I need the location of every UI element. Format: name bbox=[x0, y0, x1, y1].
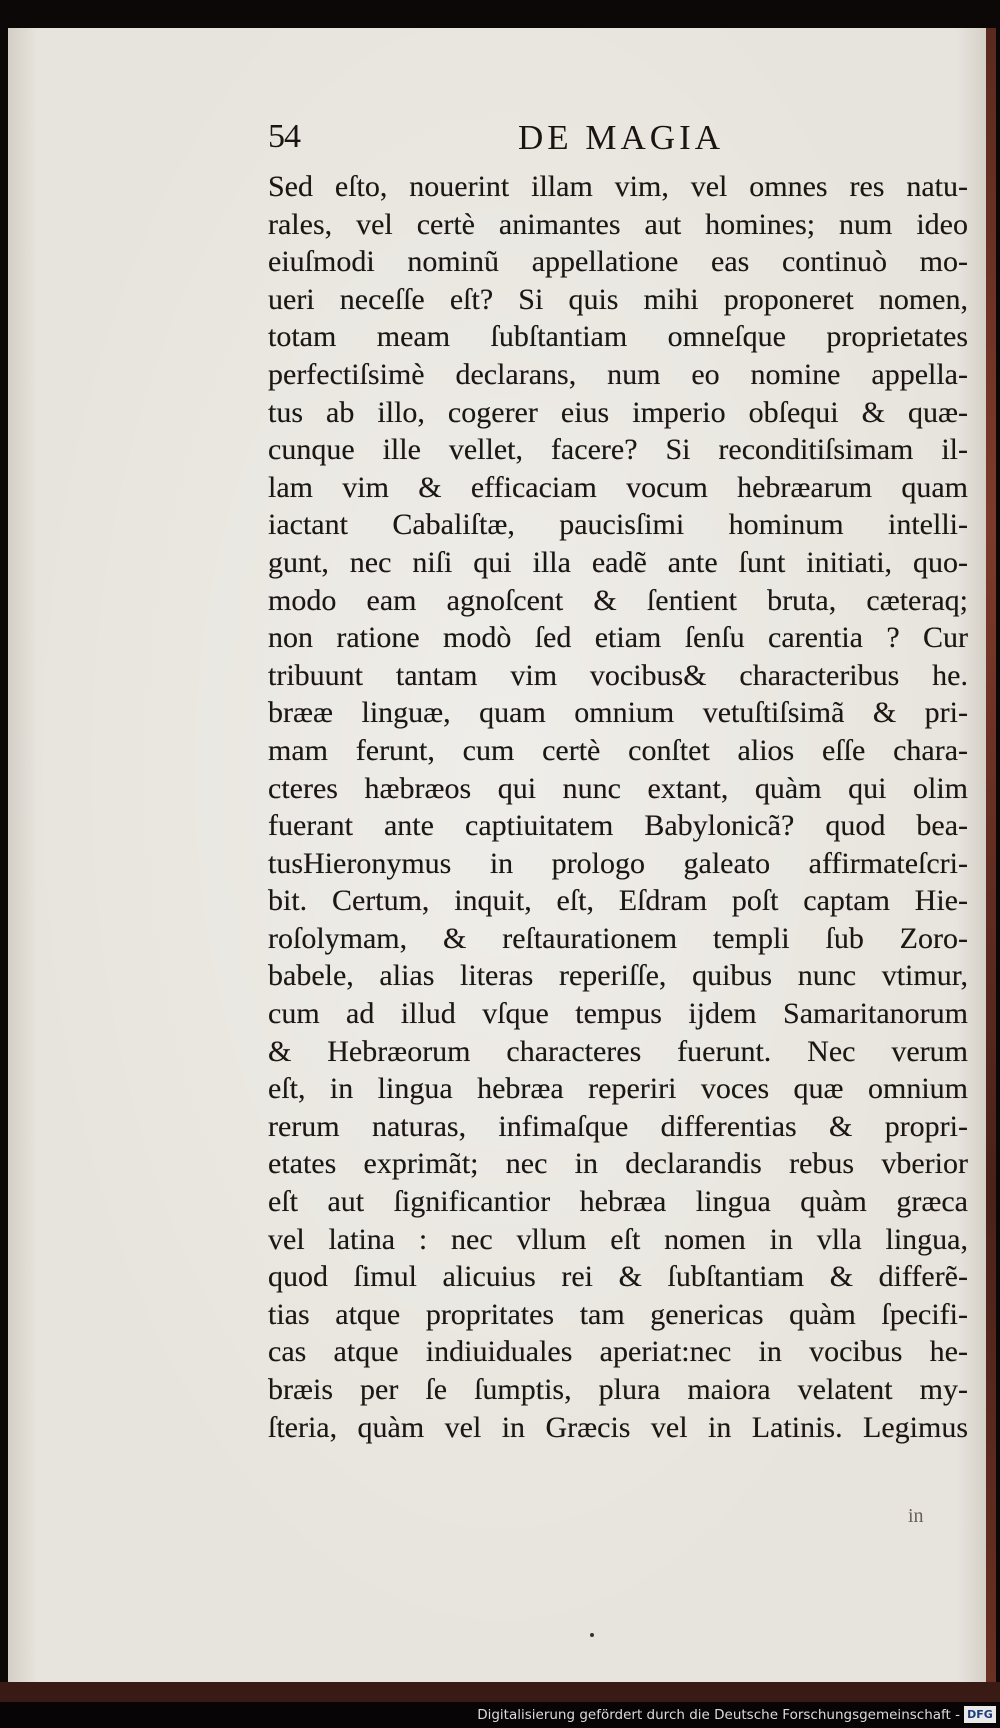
page-edge bbox=[986, 28, 996, 1682]
text-line: & Hebræorum characteres fuerunt. Nec verum bbox=[268, 1034, 968, 1068]
text-line: bræis per ſe ſumptis, plura maiora velatent my- bbox=[268, 1373, 968, 1406]
text-line: non ratione modò ſed etiam ſenſu carentia ? Cur bbox=[268, 621, 968, 655]
text-line: etates exprimãt; nec in declarandis rebus vberior bbox=[268, 1147, 968, 1181]
ink-speck bbox=[590, 1633, 594, 1637]
text-line: eiuſmodi nominũ appellatione eas continuò mo- bbox=[268, 245, 968, 279]
text-line: iactant Cabaliſtæ, paucisſimi hominum intelli- bbox=[268, 508, 968, 542]
text-line: perfectiſsimè declarans, num eo nomine appella- bbox=[268, 357, 968, 391]
footer-credit: Digitalisierung gefördert durch die Deutsche Forschungsgemeinschaft - bbox=[477, 1707, 960, 1723]
text-line: Sed eſto, nouerint illam vim, vel omnes res natu- bbox=[268, 170, 968, 203]
footer-bar bbox=[0, 1702, 1000, 1728]
text-line: bit. Certum, inquit, eſt, Eſdram poſt captam Hie- bbox=[268, 884, 968, 918]
text-line: tias atque propritates tam genericas quàm ſpecifi- bbox=[268, 1297, 968, 1331]
text-line: eſt aut ſignificantior hebræa lingua quàm græca bbox=[268, 1185, 968, 1219]
text-line: gunt, nec niſi qui illa eadẽ ante ſunt initiati, quo- bbox=[268, 545, 968, 579]
text-line: rales, vel certè animantes aut homines; num ideo bbox=[268, 207, 968, 241]
page-header bbox=[268, 118, 968, 168]
text-line: vel latina : nec vllum eſt nomen in vlla lingua, bbox=[268, 1222, 968, 1256]
text-line: cteres hæbræos qui nunc extant, quàm qui olim bbox=[268, 771, 968, 805]
page-number: 54 bbox=[268, 118, 300, 155]
text-line: cunque ille vellet, facere? Si reconditiſsimam il- bbox=[268, 433, 968, 467]
catchword: in bbox=[908, 1505, 924, 1527]
text-line: tribuunt tantam vim vocibus& characteribus he. bbox=[268, 658, 968, 692]
text-line: quod ſimul alicuius rei & ſubſtantiam & differẽ- bbox=[268, 1260, 968, 1294]
text-line: fuerant ante captiuitatem Babylonicã? quod bea- bbox=[268, 809, 968, 843]
page-bottom-edge bbox=[0, 1682, 1000, 1702]
text-line: totam meam ſubſtantiam omneſque proprietates bbox=[268, 320, 968, 354]
dfg-logo-icon: DFG bbox=[964, 1706, 996, 1723]
text-line: tus ab illo, cogerer eius imperio obſequi & quæ- bbox=[268, 395, 968, 429]
text-line: lam vim & efficaciam vocum hebræarum quam bbox=[268, 470, 968, 504]
running-title: DE MAGIA bbox=[518, 118, 725, 157]
text-line: brææ linguæ, quam omnium vetuſtiſsimã & pri- bbox=[268, 696, 968, 730]
text-line: modo eam agnoſcent & ſentient bruta, cæteraq; bbox=[268, 583, 968, 617]
text-line: ſteria, quàm vel in Græcis vel in Latinis. Legimus bbox=[268, 1410, 968, 1444]
text-line: mam ferunt, cum certè conſtet alios eſſe chara- bbox=[268, 733, 968, 767]
text-line: cas atque indiuiduales aperiat:nec in vocibus he- bbox=[268, 1335, 968, 1369]
text-line: babele, alias literas reperiſſe, quibus nunc vtimur, bbox=[268, 959, 968, 993]
text-line: eſt, in lingua hebræa reperiri voces quæ omnium bbox=[268, 1072, 968, 1106]
body-text bbox=[268, 168, 968, 1446]
text-line: rerum naturas, infimaſque differentias & propri- bbox=[268, 1109, 968, 1143]
text-line: ueri neceſſe eſt? Si quis mihi proponeret nomen, bbox=[268, 282, 968, 316]
text-line: roſolymam, & reſtaurationem templi ſub Zoro- bbox=[268, 921, 968, 955]
text-line: tusHieronymus in prologo galeato affirmateſcri- bbox=[268, 846, 968, 880]
text-line: cum ad illud vſque tempus ijdem Samaritanorum bbox=[268, 997, 968, 1031]
